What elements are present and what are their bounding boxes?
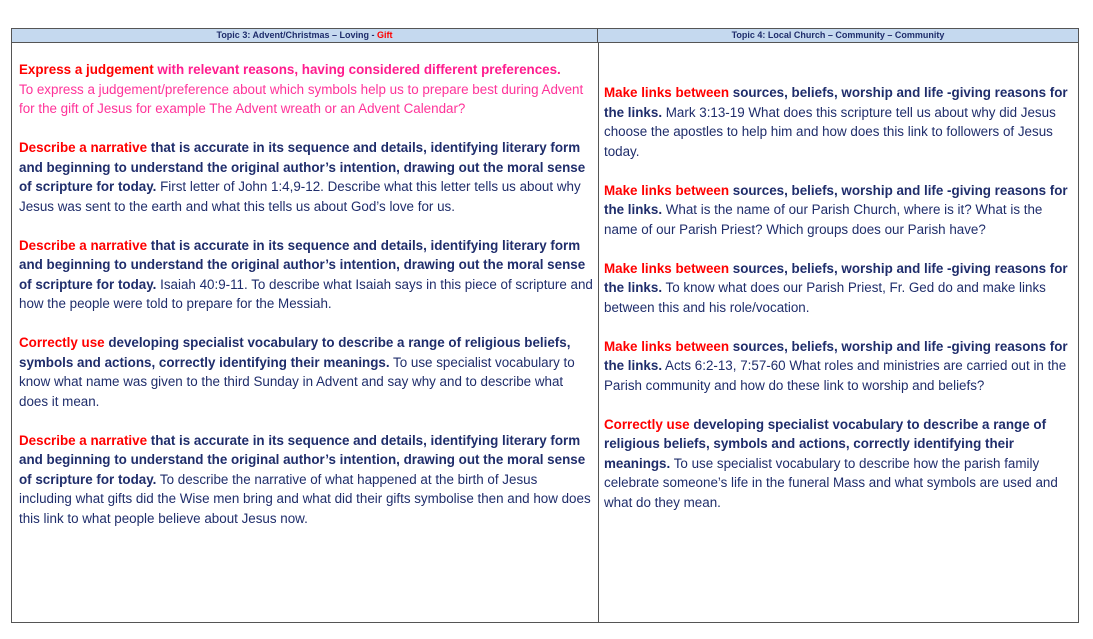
column-divider: [598, 43, 599, 622]
objective-paragraph: [19, 60, 593, 119]
objective-paragraph: [19, 431, 593, 529]
objective-paragraph: [19, 236, 593, 314]
objective-task: To describe the narrative of what happened at the birth of Jesus including what gifts did the Wise men bring and what did their gifts symbolise then and how does this link to what people believe about Jesus now.: [19, 471, 591, 526]
objective-criteria: sources, beliefs, worship and life -giving reasons for the links.: [604, 182, 1068, 217]
objective-task: First letter of John 1:4,9-12. Describe what this letter tells us about why Jesus was sent to the earth and what this tells us about God’s love for us.: [19, 179, 581, 214]
objective-criteria: that is accurate in its sequence and details, identifying literary form and beginning to understand the original author’s intention, drawing out the moral sense of scripture for today.: [19, 432, 586, 487]
objective-paragraph: [19, 138, 593, 216]
objective-task: To use specialist vocabulary to know what name was given to the third Sunday in Advent and say why and to describe what does it mean.: [19, 354, 575, 409]
objective-task: Mark 3:13-19 What does this scripture tell us about why did Jesus choose the apostles to help him and how does this link to followers of Jesus today.: [604, 104, 1056, 159]
objective-lead: Make links between: [604, 338, 730, 354]
objective-task: To use specialist vocabulary to describe how the parish family celebrate someone’s life in the funeral Mass and what symbols are used and what do they mean.: [604, 455, 1058, 510]
table-header-row: [12, 29, 1078, 43]
topic-3-header: [12, 29, 598, 42]
topic-3-gift-label: Gift: [377, 30, 393, 40]
objective-criteria: sources, beliefs, worship and life -giving reasons for the links.: [604, 85, 1068, 120]
objective-lead: Correctly use: [604, 416, 690, 432]
objective-criteria: sources, beliefs, worship and life -giving reasons for the links.: [604, 338, 1068, 373]
objective-lead: Make links between: [604, 260, 730, 276]
objective-criteria: developing specialist vocabulary to describe a range of religious beliefs, symbols and actions, correctly identifying their meanings.: [604, 416, 1047, 471]
topic-4-header: Topic 4: Local Church – Community – Community: [731, 30, 945, 40]
topic-4-column: [604, 43, 1074, 532]
objective-criteria: that is accurate in its sequence and details, identifying literary form and beginning to understand the original author’s intention, drawing out the moral sense of scripture for today.: [19, 140, 586, 194]
objective-lead: Describe a narrative: [19, 140, 148, 155]
objective-paragraph: [604, 83, 1074, 161]
objective-task: What is the name of our Parish Church, where is it? What is the name of our Parish Priest? Which groups does our Parish have?: [604, 202, 1043, 237]
objective-task: To express a judgement/preference about which symbols help us to prepare best during Advent for the gift of Jesus for example The Advent wreath or an Advent Calendar?: [19, 81, 584, 116]
objective-paragraph: [604, 259, 1074, 318]
objective-paragraph: [604, 415, 1074, 513]
objective-lead: Describe a narrative: [19, 432, 148, 448]
objective-paragraph: [604, 181, 1074, 240]
objective-lead: Express a judgement: [19, 62, 154, 77]
objective-criteria: sources, beliefs, worship and life -giving reasons for the links.: [604, 260, 1068, 295]
objective-criteria: that is accurate in its sequence and details, identifying literary form and beginning to understand the original author’s intention, drawing out the moral sense of scripture for today.: [19, 237, 586, 292]
objective-lead: Make links between: [604, 182, 730, 198]
objective-lead: Make links between: [604, 85, 730, 100]
topic-3-title: Topic 3: Advent/Christmas – Loving -: [216, 30, 378, 40]
objective-task: Acts 6:2-13, 7:57-60 What roles and ministries are carried out in the Parish community and how do these link to worship and beliefs?: [604, 358, 1067, 393]
objective-lead: Describe a narrative: [19, 237, 148, 253]
objective-criteria: with relevant reasons, having considered different preferences.: [153, 62, 561, 77]
objective-criteria: developing specialist vocabulary to describe a range of religious beliefs, symbols and actions, correctly identifying their meanings.: [19, 335, 571, 370]
objective-lead: Correctly use: [19, 335, 105, 350]
curriculum-table: [11, 28, 1079, 623]
topic-3-column: [19, 43, 593, 548]
objective-paragraph: [604, 337, 1074, 396]
objective-task: Isaiah 40:9-11. To describe what Isaiah says in this piece of scripture and how the people were told to prepare for the Messiah.: [19, 276, 593, 311]
objective-task: To know what does our Parish Priest, Fr. Ged do and make links between this and his role/vocation.: [604, 280, 1046, 315]
objective-paragraph: [19, 333, 593, 411]
